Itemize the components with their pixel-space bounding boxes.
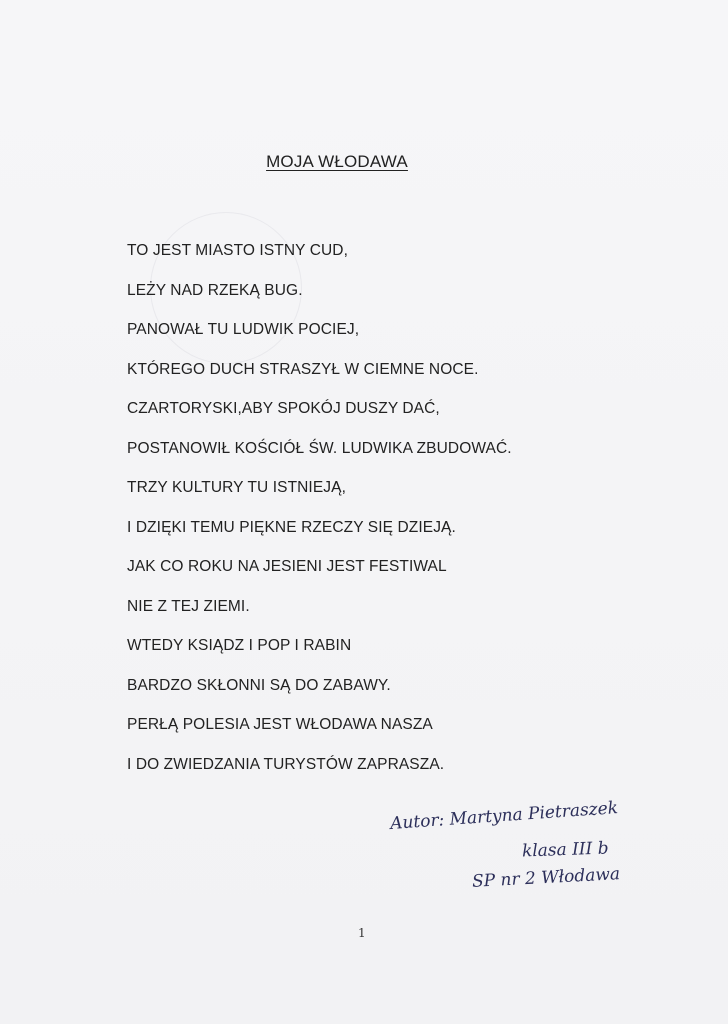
- poem-line: PANOWAŁ TU LUDWIK POCIEJ,: [127, 321, 360, 338]
- poem-line: TO JEST MIASTO ISTNY CUD,: [127, 242, 348, 259]
- poem-line: PERŁĄ POLESIA JEST WŁODAWA NASZA: [127, 716, 433, 733]
- poem-line: I DZIĘKI TEMU PIĘKNE RZECZY SIĘ DZIEJĄ.: [127, 518, 456, 536]
- poem-line: WTEDY KSIĄDZ I POP I RABIN: [127, 637, 352, 654]
- poem-line: JAK CO ROKU NA JESIENI JEST FESTIWAL: [127, 558, 447, 575]
- poem-line: I DO ZWIEDZANIA TURYSTÓW ZAPRASZA.: [127, 755, 445, 773]
- handwritten-class: klasa III b: [521, 838, 609, 862]
- poem-line: CZARTORYSKI,ABY SPOKÓJ DUSZY DAĆ,: [127, 400, 440, 417]
- poem-line: TRZY KULTURY TU ISTNIEJĄ,: [127, 479, 346, 496]
- handwritten-school: SP nr 2 Włodawa: [471, 864, 621, 892]
- poem-body: [127, 238, 512, 791]
- poem-line: BARDZO SKŁONNI SĄ DO ZABAWY.: [127, 676, 391, 694]
- handwritten-author: Autor: Martyna Pietraszek: [389, 798, 619, 834]
- poem-line: KTÓREGO DUCH STRASZYŁ W CIEMNE NOCE.: [127, 360, 479, 378]
- poem-line: POSTANOWIŁ KOŚCIÓŁ ŚW. LUDWIKA ZBUDOWAĆ.: [127, 439, 512, 457]
- page-number: 1: [358, 926, 366, 940]
- poem-title: MOJA WŁODAWA: [266, 152, 408, 171]
- poem-line: NIE Z TEJ ZIEMI.: [127, 597, 250, 615]
- poem-line: LEŻY NAD RZEKĄ BUG.: [127, 281, 303, 299]
